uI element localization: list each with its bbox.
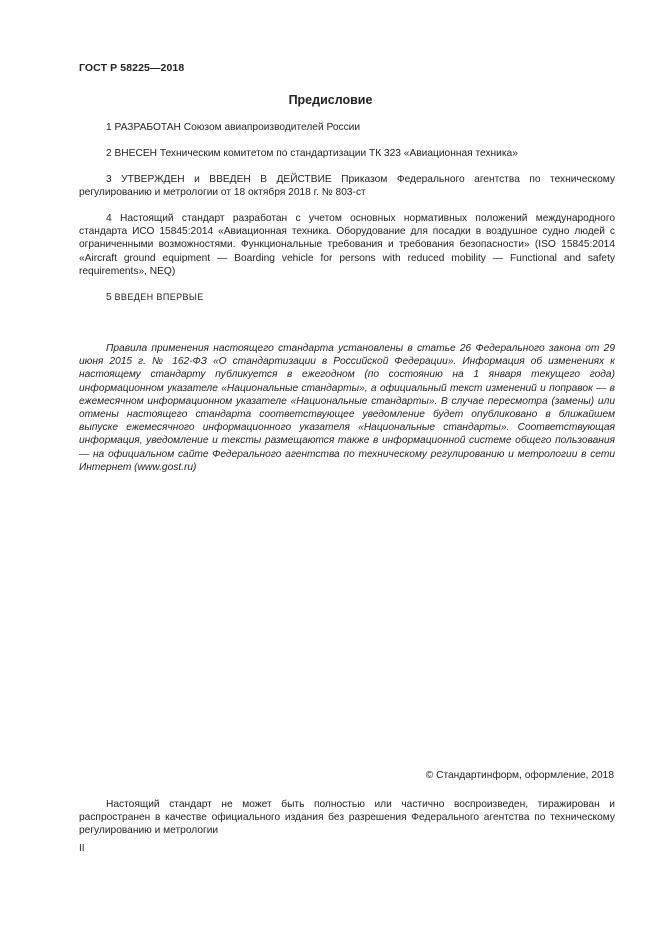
item-lead: ВВЕДЕН ВПЕРВЫЕ (114, 292, 204, 302)
item-number: 2 (106, 148, 112, 159)
foreword-item-3 (79, 173, 615, 199)
document-number: ГОСТ Р 58225—2018 (79, 62, 185, 74)
item-text: Настоящий стандарт разработан с учетом основных нормативных положений международного стандарта ИСО 15845:2014 «Авиационная техника. Оборудование для посадки в воздушное судно людей с ограниченными возможностями. Функциональные требования и требования безопасности» (ISO 15845:2014 «Aircraft ground equipment — Boarding vehicle for persons with reduced mobility — Functional and safety requirements», NEQ) (79, 213, 615, 277)
application-note: Правила применения настоящего стандарта установлены в статье 26 Федерального закона от 29 июня 2015 г. № 162-ФЗ «О стандартизации в Российской Федерации». Информация об изменениях к настоящему стандарту публикуется в ежегодном (по состоянию на 1 января текущего года) информационном указателе «Национальные стандарты», а официальный текст изменений и поправок — в ежемесячном информационном указателе «Национальные стандарты». В случае пересмотра (замены) или отмены настоящего стандарта соответствующее уведомление будет опубликовано в ближайшем выпуске ежемесячного информационного указателя «Национальные стандарты». Соответствующая информация, уведомление и тексты размещаются также в информационной системе общего пользования — на официальном сайте Федерального агентства по техническому регулированию и метрологии в сети Интернет (www.gost.ru) (79, 343, 615, 473)
item-text: Приказом Федерального агентства по техническому регулированию и метрологии от 18 октября 2018 г. № 803-ст (79, 174, 615, 199)
item-number: 1 (106, 122, 112, 133)
item-number: 5 (106, 292, 112, 303)
copyright: © Стандартинформ, оформление, 2018 (425, 770, 614, 781)
foreword-item-1 (79, 121, 615, 134)
foreword-item-4 (79, 212, 615, 278)
foreword-item-2 (79, 147, 615, 160)
foreword-item-5 (79, 291, 615, 304)
item-text: Союзом авиапроизводителей России (180, 122, 361, 133)
item-lead: ВНЕСЕН (114, 148, 157, 159)
item-lead: УТВЕРЖДЕН и ВВЕДЕН В ДЕЙСТВИЕ (121, 174, 332, 185)
item-number: 4 (106, 213, 112, 224)
page-number: II (79, 843, 85, 854)
item-lead: РАЗРАБОТАН (114, 122, 181, 133)
legal-notice: Настоящий стандарт не может быть полностью или частично воспроизведен, тиражирован и распространен в качестве официального издания без разрешения Федерального агентства по техническому регулированию и метрологии (79, 799, 615, 837)
item-number: 3 (106, 174, 112, 185)
item-text: Техническим комитетом по стандартизации ТК 323 «Авиационная техника» (156, 148, 518, 159)
page-title: Предисловие (288, 93, 373, 107)
